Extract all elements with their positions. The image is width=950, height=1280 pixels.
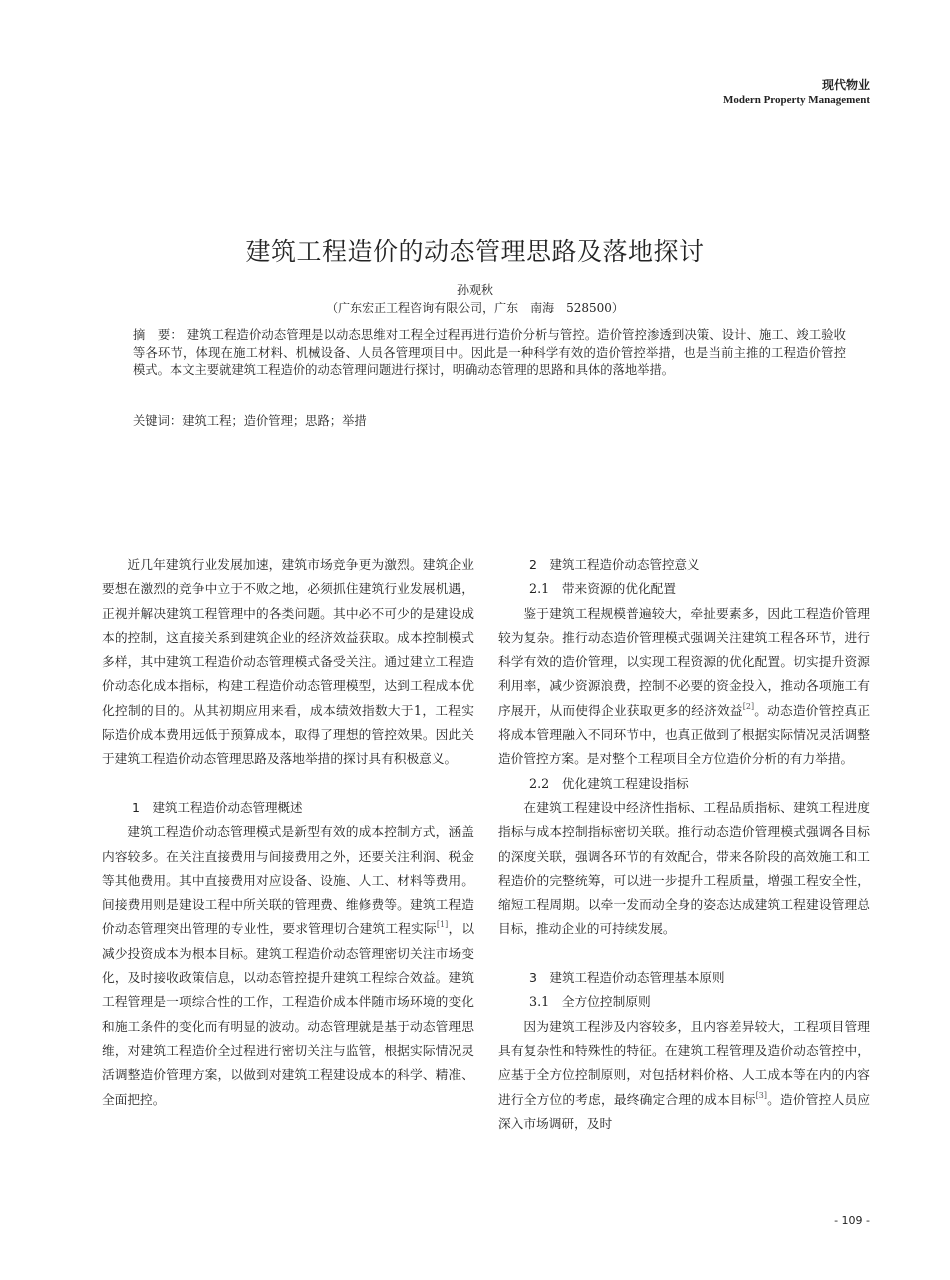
section-2-1-heading: 2.1 带来资源的优化配置: [529, 581, 677, 597]
section-2-2-heading: 2.2 优化建筑工程建设指标: [529, 775, 689, 791]
section-1-text-b: ，以减少投资成本为根本目标。建筑工程造价动态管理密切关注市场变化，及时接收政策信息，以动态管控提升建筑工程综合效益。建筑工程管理是一项综合性的工作，工程造价成本伴随市场环境的变化和施工条件的变化而有明显的波动。动态管理就是基于动态管理思维，对建筑工程造价全过程进行密切关注与监管，根据实际情况灵活调整造价管理方案，以做到对建筑工程建设成本的科学、精准、全面把控。: [102, 921, 475, 1107]
abstract-label: 摘 要：: [133, 328, 183, 342]
section-2-2-paragraph: 在建筑工程建设中经济性指标、工程品质指标、建筑工程进度指标与成本控制指标密切关联。推行动态造价管理模式强调各目标的深度关联，强调各环节的有效配合，带来各阶段的高效施工和工程造价的完整统筹，可以进一步提升工程质量，增强工程安全性，缩短工程周期。以牵一发而动全身的姿态达成建筑工程建设管理总目标，推动企业的可持续发展。: [498, 799, 870, 937]
section-2-heading: 2 建筑工程造价动态管控意义: [529, 557, 700, 572]
abstract-text: 建筑工程造价动态管理是以动态思维对工程全过程再进行造价分析与管控。造价管控渗透到决策、设计、施工、竣工验收等各环节，体现在施工材料、机械设备、人员各管理项目中。因此是一种科学有效的造价管控举措，也是当前主推的工程造价管控模式。本文主要就建筑工程造价的动态管理问题进行探讨，明确动态管理的思路和具体的落地举措。: [133, 328, 846, 378]
section-3-1-heading: 3.1 全方位控制原则: [529, 994, 651, 1010]
author-affiliation: （广东宏正工程咨询有限公司，广东 南海 528500）: [326, 301, 624, 315]
page-number: - 109 -: [834, 1214, 870, 1227]
right-column: [498, 553, 870, 1136]
section-3-1-text-b: 。造价管控人员应深入市场调研，及时: [498, 1091, 871, 1131]
section-2-1-text-b: 。动态造价管控真正将成本管理融入不同环节中，也真正做到了根据实际情况灵活调整造价管控方案。是对整个工程项目全方位造价分析的有力举措。: [498, 702, 871, 767]
author-name: 孙观秋: [456, 283, 493, 297]
journal-header: [723, 78, 870, 107]
keywords: [133, 413, 846, 431]
journal-name-en: Modern Property Management: [722, 94, 870, 106]
section-1-text-a: 建筑工程造价动态管理模式是新型有效的成本控制方式，涵盖内容较多。在关注直接费用与间接费用之外，还要关注利润、税金等其他费用。其中直接费用对应设备、设施、人工、材料等费用。间接费用则是建设工程中所关联的管理费、维修费等。建筑工程造价动态管理突出管理的专业性，要求管理切合建筑工程实际: [102, 824, 474, 937]
section-3-1-paragraph: [498, 1015, 870, 1136]
keywords-label: 关键词：: [133, 414, 183, 428]
citation-3[interactable]: [3]: [755, 1090, 767, 1100]
left-column: [102, 553, 474, 1112]
citation-2[interactable]: [2]: [742, 701, 755, 711]
spacer: [498, 942, 870, 966]
citation-1[interactable]: [1]: [436, 920, 449, 930]
section-3-heading: 3 建筑工程造价动态管理基本原则: [529, 970, 725, 986]
spacer: [102, 772, 474, 796]
abstract: [133, 327, 846, 380]
section-2-1-paragraph: [498, 602, 870, 772]
section-1-heading: 1 建筑工程造价动态管理概述: [132, 799, 303, 815]
section-2-1-text-a: 鉴于建筑工程规模普遍较大，牵扯要素多，因此工程造价管理较为复杂。推行动态造价管理模式强调关注建筑工程各环节，进行科学有效的造价管理，以实现工程资源的优化配置。切实提升资源利用率，减少资源浪费，控制不必要的资金投入，推动各项施工有序展开，从而使得企业获取更多的经济效益: [498, 605, 870, 718]
intro-paragraph: 近几年建筑行业发展加速，建筑市场竞争更为激烈。建筑企业要想在激烈的竞争中立于不败之地，必须抓住建筑行业发展机遇，正视并解决建筑工程管理中的各类问题。其中必不可少的是建设成本的控制，这直接关系到建筑企业的经济效益获取。成本控制模式多样，其中建筑工程造价动态管理模式备受关注。通过建立工程造价动态化成本指标，构建工程造价动态管理模型，达到工程成本优化控制的目的。从其初期应用来看，成本绩效指数大于1，工程实际造价成本费用远低于预算成本，取得了理想的管控效果。因此关于建筑工程造价动态管理思路及落地举措的探讨具有积极意义。: [102, 557, 474, 767]
journal-name-cn: 现代物业: [821, 78, 870, 92]
article-title: 建筑工程造价的动态管理思路及落地探讨: [245, 237, 705, 266]
section-1-paragraph: [102, 820, 474, 1112]
keywords-text: 建筑工程；造价管理；思路；举措: [182, 414, 367, 428]
section-3-1-text-a: 因为建筑工程涉及内容较多，且内容差异较大，工程项目管理具有复杂性和特殊性的特征。在建筑工程管理及造价动态管控中，应基于全方位控制原则，对包括材料价格、人工成本等在内的内容进行全方位的考虑，最终确定合理的成本目标: [498, 1018, 870, 1107]
